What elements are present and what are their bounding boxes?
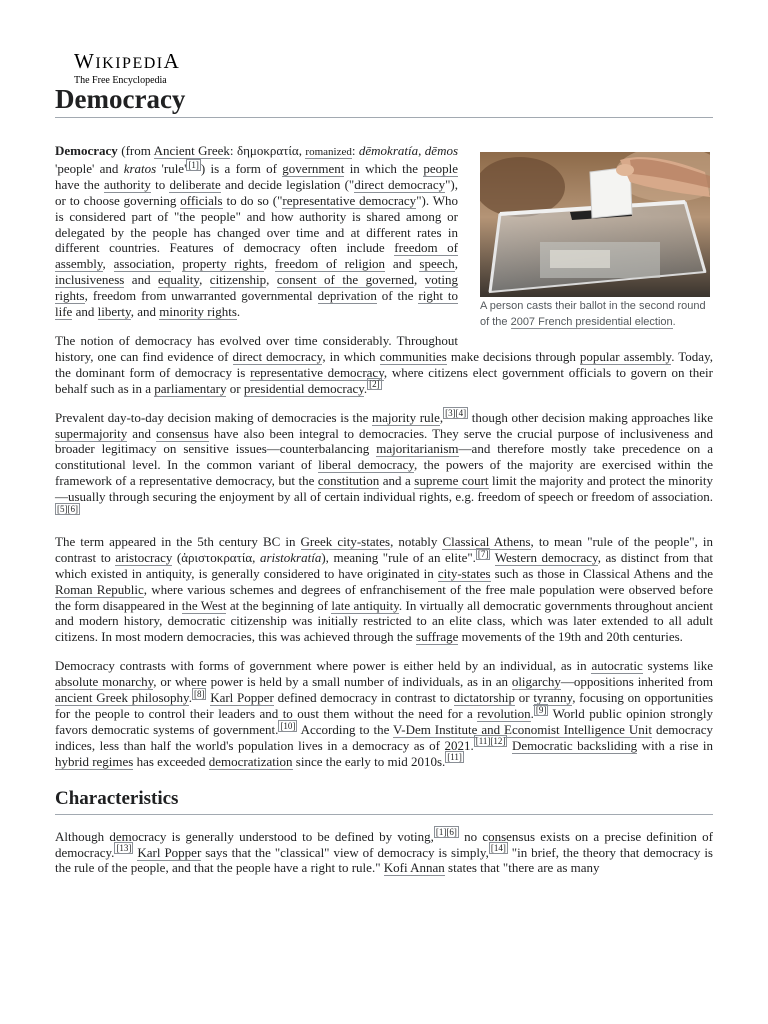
text-run: ,: [199, 272, 210, 288]
text-run: limit the majority and protect the minority—usually through securing the enjoyment by all of certain individual rights, e.g. freedom of speech or freedom of association.: [55, 473, 713, 505]
text-run: (from: [117, 143, 154, 158]
article-link[interactable]: democratization: [208, 753, 293, 769]
text-run: states that "there are as many: [444, 860, 600, 876]
article-link[interactable]: inclusiveness: [55, 272, 125, 288]
tagline: The Free Encyclopedia: [74, 75, 167, 86]
italic-text: kratos: [123, 160, 157, 176]
article-link[interactable]: autocratic: [591, 658, 643, 674]
paragraph: [55, 534, 713, 645]
text-run: ,: [263, 256, 275, 272]
article-link[interactable]: majoritarianism: [376, 441, 459, 457]
article-link[interactable]: romanized: [305, 146, 352, 158]
citation-ref[interactable]: [3][4]: [445, 408, 467, 419]
article-link[interactable]: consent of the governed: [276, 272, 415, 288]
citation-ref[interactable]: [10]: [280, 720, 296, 731]
paragraph: [55, 333, 713, 397]
text-run: , to mean "rule of the people", in contrast to: [55, 533, 714, 565]
article-link[interactable]: communities: [379, 348, 447, 364]
wordmark-cap: W: [74, 49, 96, 73]
paragraph: [55, 829, 713, 877]
text-run: ,: [171, 256, 183, 272]
article-link[interactable]: hybrid regimes: [55, 753, 134, 769]
citation-ref[interactable]: [9]: [535, 704, 547, 715]
text-run: at the beginning of: [226, 597, 332, 613]
article-link[interactable]: revolution: [477, 706, 531, 721]
article-link[interactable]: popular assembly: [579, 348, 672, 364]
article-link[interactable]: representative democracy: [250, 364, 384, 380]
text-run: defined democracy in contrast to: [273, 690, 454, 706]
article-link[interactable]: right to life: [55, 288, 458, 320]
text-run: "in brief, the theory that democracy is the rule of the people, and that the people have a right to rule.": [55, 844, 713, 876]
text-run: ,: [266, 272, 277, 288]
text-run: 'rule': [156, 160, 187, 176]
text-run: and: [127, 425, 157, 441]
text-run: World public opinion strongly favors democratic systems of government.: [55, 706, 714, 737]
citation-ref[interactable]: [14]: [490, 843, 506, 854]
image-caption: [480, 298, 706, 330]
article-link[interactable]: suffrage: [416, 629, 459, 645]
text-run: , as distinct from that which existed in antiquity, is generally considered to have originated in: [55, 549, 713, 581]
article-link[interactable]: absolute monarchy: [55, 674, 154, 690]
article-link[interactable]: majority rule: [372, 409, 440, 425]
article-link[interactable]: deprivation: [317, 288, 377, 304]
article-body: [55, 143, 713, 889]
text-run: and: [385, 256, 420, 272]
article-link[interactable]: association: [113, 256, 172, 272]
article-link[interactable]: late antiquity: [331, 597, 399, 613]
article-link[interactable]: direct democracy: [354, 176, 446, 192]
article-link[interactable]: representative democracy: [282, 192, 417, 208]
text-run: though other decision making approaches like: [468, 409, 713, 425]
text-run: Democracy contrasts with forms of government where power is either held by an individual, as in: [55, 658, 592, 674]
text-run: .: [530, 706, 534, 721]
article-link[interactable]: Kofi Annan: [383, 860, 445, 876]
caption-link[interactable]: 2007 French presidential election: [510, 316, 673, 328]
article-link[interactable]: ancient Greek philosophy: [55, 690, 189, 706]
article-link[interactable]: deliberate: [169, 176, 221, 192]
text-run: and: [72, 304, 98, 320]
page-title: Democracy: [55, 81, 713, 118]
caption-end: .: [672, 316, 676, 328]
text-run: no consensus exists on a precise definition of democracy.: [55, 828, 713, 860]
infobox-image: [480, 152, 713, 330]
italic-text: aristokratía: [259, 549, 322, 565]
ballot-box-illustration: [480, 152, 710, 297]
text-run: ), meaning "rule of an elite".: [321, 549, 476, 565]
text-run: or: [226, 380, 244, 396]
text-run: ,: [102, 256, 114, 272]
citation-ref[interactable]: [13]: [116, 843, 132, 854]
article-link[interactable]: Western democracy: [494, 549, 598, 565]
article-link[interactable]: supreme court: [414, 473, 489, 489]
article-link[interactable]: Economist Intelligence Unit: [504, 721, 653, 737]
wordmark: [74, 50, 180, 75]
citation-ref[interactable]: [11][12]: [475, 736, 506, 747]
text-run: such as those in Classical Athens and the: [490, 565, 714, 581]
text-run: The term appeared in the 5th century BC in: [55, 533, 301, 549]
article-link[interactable]: the West: [181, 597, 227, 613]
text-run: : δημοκρατία,: [229, 143, 306, 158]
article-link[interactable]: dictatorship: [453, 690, 516, 706]
text-run: . Today, the dominant form of democracy is: [55, 348, 713, 380]
text-run: , and: [130, 304, 160, 320]
article-link[interactable]: freedom of assembly: [55, 240, 458, 272]
article-link[interactable]: V-Dem Institute: [393, 721, 478, 737]
text-run: says that the "classical" view of democracy is simply,: [201, 844, 489, 860]
text-run: have the: [55, 176, 104, 192]
text-run: , the powers of the majority are exercised within the framework of a representative democracy, but the: [55, 457, 713, 489]
text-run: ,: [418, 143, 425, 158]
text-run: Prevalent day-to-day decision making of democracies is the: [55, 409, 373, 425]
characteristics-section: [55, 829, 713, 877]
article-link[interactable]: people: [423, 160, 459, 176]
italic-text: dēmos: [424, 143, 459, 158]
article-link[interactable]: liberty: [97, 304, 131, 320]
text-run: The notion of democracy has evolved over time considerably. Throughout history, one can find evidence of: [55, 332, 458, 364]
text-run: and a: [379, 473, 415, 489]
paragraph: [55, 410, 713, 521]
text-run: have also been integral to democracies. They serve the crucial purpose of inclusiveness and broader legitimacy on sensitive issues—counterbalancing: [55, 425, 713, 457]
text-run: .: [236, 304, 241, 320]
article-link[interactable]: Karl Popper: [137, 844, 202, 860]
text-run: , where various schemes and degrees of enfranchisement of the free male population were observed before the form disappeared in: [55, 581, 713, 613]
article-link[interactable]: officials: [180, 192, 223, 208]
text-run: make decisions through: [446, 348, 580, 364]
text-run: to do so (": [222, 192, 283, 208]
text-run: , or where power is held by a small number of individuals, as in an: [153, 674, 512, 690]
text-run: "), or to choose governing: [55, 176, 458, 208]
section-heading: Characteristics: [55, 787, 713, 815]
text-run: in which the: [344, 160, 424, 176]
text-run: systems like: [642, 658, 713, 674]
wordmark-rest: IKIPEDI: [95, 55, 164, 72]
text-run: "). Who is considered part of "the people" and how authority is shared among or delegated by the people has changed over time and at different rates in different countries. Features of democracy often include: [55, 192, 458, 256]
text-run: . In virtually all democratic governments throughout ancient and modern history, democratic citizenship was initially restricted to an elite class, which was later extended to all adult citizens. In most modern democracies, this was achieved through the: [55, 597, 713, 645]
article-link[interactable]: speech: [419, 256, 455, 272]
text-run: to: [150, 176, 170, 192]
text-run: since the early to mid 2010s.: [292, 753, 446, 769]
article-link[interactable]: Classical Athens: [442, 533, 531, 549]
article-link[interactable]: government: [282, 160, 345, 176]
citation-ref[interactable]: [5][6]: [57, 503, 78, 514]
article-link[interactable]: tyranny: [533, 690, 573, 706]
citation-ref[interactable]: [2]: [369, 379, 380, 390]
text-run: , notably: [390, 533, 443, 549]
text-run: 'people' and: [55, 160, 124, 176]
text-run: —and therefore mostly take precedence on a constitutional level. In the common variant of: [55, 441, 713, 473]
article-link[interactable]: Karl Popper: [210, 690, 274, 706]
article-link[interactable]: consensus: [156, 425, 209, 441]
text-run: .: [188, 690, 192, 706]
text-run: ,: [454, 256, 459, 272]
text-run: .: [363, 380, 368, 396]
ballot-photo[interactable]: [480, 152, 710, 297]
citation-ref[interactable]: [1][6]: [435, 827, 457, 838]
text-run: and: [477, 721, 505, 737]
text-run: , focusing on opportunities for the people to control their leaders and to oust them without the need for a: [55, 690, 714, 721]
article-link[interactable]: parliamentary: [154, 380, 227, 396]
article-link[interactable]: authority: [103, 176, 151, 192]
text-run: or: [515, 690, 534, 706]
text-run: According to the: [297, 721, 394, 737]
citation-ref[interactable]: [1]: [188, 159, 199, 170]
text-run: has exceeded: [133, 753, 209, 769]
text-run: democracy indices, less than half the world's population lives in a democracy as of 2021.: [55, 721, 713, 753]
citation-ref[interactable]: [7]: [477, 548, 489, 559]
article-link[interactable]: Ancient Greek: [153, 143, 230, 158]
caption-text: A person casts their ballot in the second round of the: [480, 300, 706, 328]
text-run: ,: [414, 272, 425, 288]
text-run: with a rise in: [637, 737, 713, 753]
article-link[interactable]: citizenship: [209, 272, 267, 288]
article-link[interactable]: aristocracy: [115, 549, 173, 565]
text-run: ) is a form of: [200, 160, 283, 176]
article-link[interactable]: voting rights: [55, 272, 458, 304]
article-link[interactable]: presidential democracy: [243, 380, 364, 396]
article-link[interactable]: equality: [158, 272, 200, 288]
bold-text: Democracy: [55, 143, 118, 158]
article-link[interactable]: supermajority: [55, 425, 128, 441]
text-run: , in which: [322, 348, 380, 364]
text-run: Although democracy is generally understood to be defined by voting,: [55, 828, 434, 844]
article-link[interactable]: Roman Republic: [55, 581, 144, 597]
text-run: :: [351, 143, 359, 158]
article-link[interactable]: direct democracy: [232, 348, 323, 364]
article-link[interactable]: city-states: [437, 565, 491, 581]
paragraph: [55, 658, 713, 769]
text-run: movements of the 19th and 20th centuries.: [458, 629, 683, 645]
citation-ref[interactable]: [8]: [193, 688, 205, 699]
article-link[interactable]: Democratic backsliding: [511, 737, 638, 753]
article-link[interactable]: constitution: [317, 473, 380, 489]
text-run: —oppositions inherited from: [560, 674, 713, 690]
text-run: , freedom from unwarranted governmental: [84, 288, 318, 304]
text-run: and: [124, 272, 159, 288]
article-link[interactable]: oligarchy: [511, 674, 561, 690]
article-link[interactable]: Greek city-states: [300, 533, 391, 549]
article-link[interactable]: liberal democracy: [318, 457, 414, 473]
text-run: (ἀριστοκρατία,: [172, 549, 260, 565]
wordmark-end: A: [163, 49, 181, 73]
text-run: , where citizens elect government officials to govern on their behalf such as in a: [55, 364, 713, 396]
text-run: ,: [439, 409, 444, 425]
italic-text: dēmokratía: [358, 143, 419, 158]
article-link[interactable]: freedom of religion: [274, 256, 386, 272]
citation-ref[interactable]: [11]: [447, 752, 462, 763]
text-run: and decide legislation (": [220, 176, 355, 192]
text-run: of the: [376, 288, 419, 304]
article-link[interactable]: minority rights: [159, 304, 237, 320]
article-link[interactable]: property rights: [182, 256, 264, 272]
